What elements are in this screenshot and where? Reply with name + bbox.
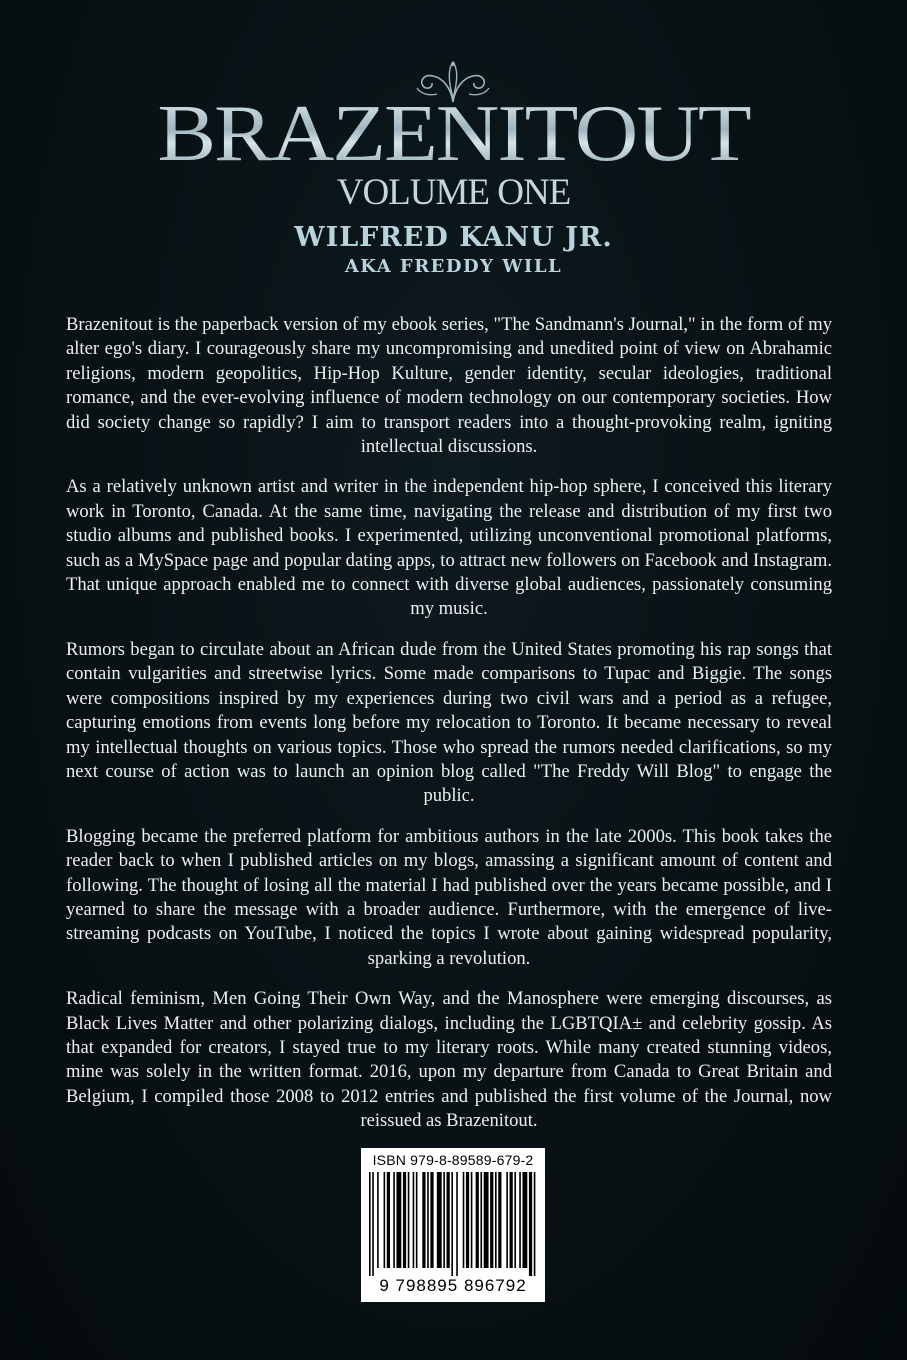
barcode-bar xyxy=(495,1172,497,1268)
barcode-bar xyxy=(443,1172,445,1268)
barcode-bar xyxy=(519,1172,521,1268)
barcode-bar xyxy=(534,1172,536,1276)
barcode-bars-icon xyxy=(369,1172,537,1276)
volume-label: VOLUME ONE xyxy=(336,172,571,213)
barcode-bar xyxy=(463,1172,465,1268)
author-alias: AKA FREDDY WILL xyxy=(344,256,563,277)
barcode-bar xyxy=(451,1172,453,1276)
barcode-bar xyxy=(430,1172,433,1268)
barcode-bar xyxy=(490,1172,493,1268)
blurb-paragraph: Rumors began to circulate about an African dude from the United States promoting his rap songs that contain vulgarities and streetwise lyrics. Some made comparisons to Tupac and Biggie. The songs were compositions inspired by my experiences during two civil wars and a period as a refugee, capturing emotions from events long before my relocation to Toronto. It became necessary to reveal my intellectual thoughts on various topics. Those who spread the rumors needed clarifications, so my next course of action was to launch an opinion blog called "The Freddy Will Blog" to engage the public. xyxy=(66,638,832,807)
barcode-bar xyxy=(476,1172,479,1268)
barcode-bar xyxy=(372,1172,374,1276)
barcode-bar xyxy=(393,1172,395,1268)
blurb xyxy=(66,313,832,1150)
barcode-bar xyxy=(437,1172,442,1268)
blurb-paragraph: Radical feminism, Men Going Their Own Way, and the Manosphere were emerging discourses, as Black Lives Matter and other polarizing dialogs, including the LGBTQIA± and celebrity gossip. As that expanded for creators, I stayed true to my literary roots. While many created stunning videos, mine was solely in the written format. 2016, upon my departure from Canada to Great Britain and Belgium, I compiled those 2008 to 2012 entries and published the first volume of the Journal, now reissued as Brazenitout. xyxy=(66,988,832,1132)
barcode xyxy=(361,1148,545,1302)
barcode-bar xyxy=(369,1172,371,1276)
barcode-bar xyxy=(510,1172,513,1268)
barcode-bar xyxy=(506,1172,508,1268)
barcode-bar xyxy=(447,1172,450,1268)
barcode-bar xyxy=(498,1172,501,1268)
blurb-paragraph: As a relatively unknown artist and writer in the independent hip-hop sphere, I conceived this literary work in Toronto, Canada. At the same time, navigating the release and distribution of my first two studio albums and published books. I experimented, utilizing unconventional promotional platforms, such as a MySpace page and popular dating apps, to attract new followers on Facebook and Instagram. That unique approach enabled me to connect with diverse global audiences, passionately consuming my music. xyxy=(66,476,832,620)
barcode-bar xyxy=(396,1172,401,1268)
barcode-bar xyxy=(529,1172,532,1276)
author-name: WILFRED KANU JR. xyxy=(294,222,613,253)
isbn-label: ISBN 979-8-89589-679-2 xyxy=(372,1152,534,1168)
barcode-bar xyxy=(422,1172,425,1268)
barcode-bar xyxy=(480,1172,482,1268)
barcode-bar xyxy=(514,1172,516,1268)
barcode-bar xyxy=(466,1172,469,1268)
barcode-bar xyxy=(484,1172,489,1268)
barcode-bar xyxy=(416,1172,418,1268)
barcode-bar xyxy=(522,1172,527,1268)
blurb-paragraph: Brazenitout is the paperback version of my ebook series, "The Sandmann's Journal," in the form of my alter ego's diary. I courageously share my uncompromising and unedited point of view on Abrahamic religions, modern geopolitics, Hip-Hop Kulture, gender identity, secular ideologies, traditional romance, and the ever-evolving influence of modern technology on our contemporary societies. How did society change so rapidly? I aim to transport readers into a thought-provoking realm, igniting intellectual discussions. xyxy=(66,314,832,458)
barcode-bar xyxy=(377,1172,379,1268)
barcode-bar xyxy=(427,1172,429,1268)
barcode-bar xyxy=(403,1172,406,1268)
barcode-bar xyxy=(387,1172,390,1268)
barcode-bar xyxy=(384,1172,386,1268)
blurb-paragraph: Blogging became the preferred platform for ambitious authors in the late 2000s. This book takes the reader back to when I published articles on my blogs, amassing a significant amount of content and following. The thought of losing all the material I had published over the years became possible, and I yearned to share the message with a broader audience. Furthermore, with the emergence of live-streaming podcasts on YouTube, I noticed the topics I wrote about gaining widespread popularity, sparking a revolution. xyxy=(66,825,832,969)
barcode-bar xyxy=(413,1172,415,1268)
barcode-bar xyxy=(456,1172,458,1276)
barcode-bar xyxy=(408,1172,410,1268)
barcode-bar xyxy=(471,1172,473,1268)
book-title: BRAZENITOUT xyxy=(0,90,907,178)
barcode-number: 9 798895 896792 xyxy=(379,1276,527,1295)
